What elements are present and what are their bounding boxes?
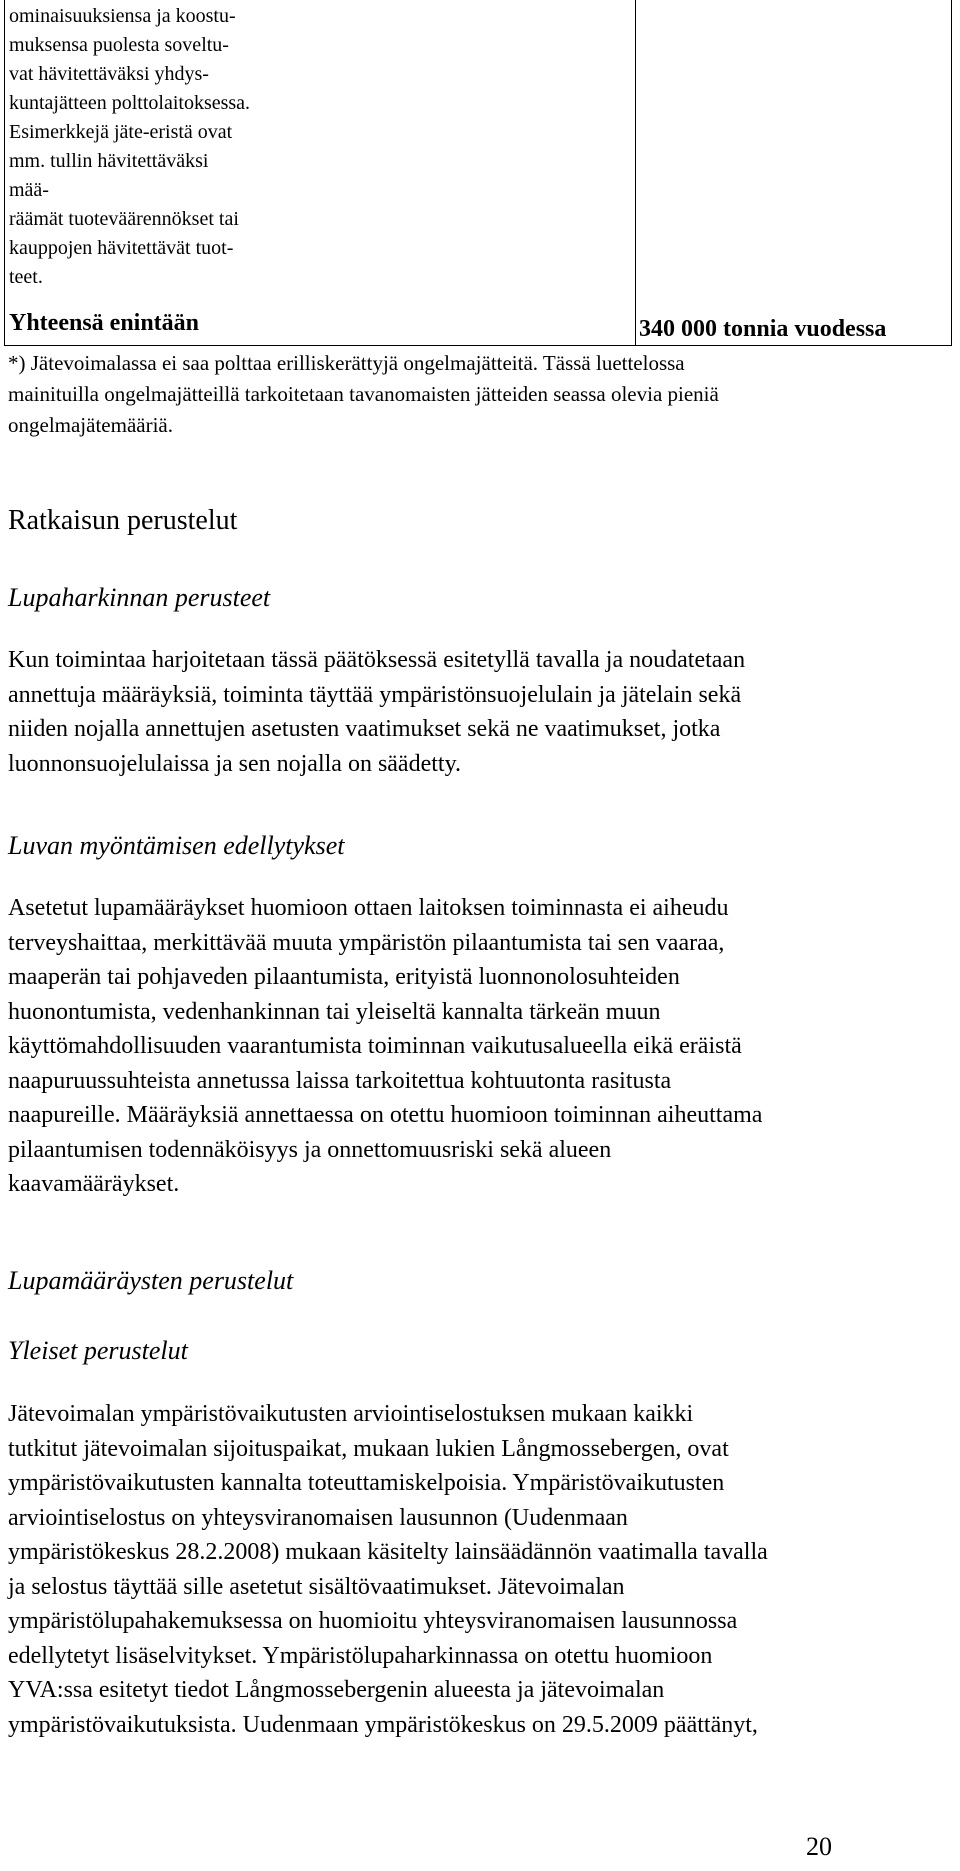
paragraph-line: naapureille. Määräyksiä annettaessa on otettu huomioon toiminnan aiheuttama <box>8 1102 763 1128</box>
table-cell-line: teet. <box>9 266 43 288</box>
table-cell-line: mää- <box>9 179 49 201</box>
table-total-value: 340 000 tonnia vuodessa <box>639 316 887 342</box>
paragraph-line: ympäristövaikutusten kannalta toteuttamiskelpoisia. Ympäristövaikutusten <box>8 1470 725 1496</box>
paragraph-line: ja selostus täyttää sille asetetut sisältövaatimukset. Jätevoimalan <box>8 1573 625 1600</box>
paragraph-line: YVA:ssa esitetyt tiedot Långmossebergenin alueesta ja jätevoimalan <box>8 1677 665 1703</box>
table-total-label: Yhteensä enintään <box>9 310 200 336</box>
paragraph-line: tutkitut jätevoimalan sijoituspaikat, mukaan lukien Långmossebergen, ovat <box>8 1435 729 1462</box>
table-cell-line: räämät tuoteväärennökset tai <box>9 208 239 230</box>
waste-table <box>4 0 952 346</box>
subheading-lupamaaraysten-perustelut: Lupamääräysten perustelut <box>8 1266 294 1295</box>
table-cell-line: vat hävitettäväksi yhdys- <box>9 63 209 85</box>
subheading-yleiset-perustelut: Yleiset perustelut <box>8 1336 188 1365</box>
paragraph-line: maaperän tai pohjaveden pilaantumista, erityistä luonnonolosuhteiden <box>8 964 680 990</box>
footnote-line: ongelmajätemääriä. <box>8 413 173 437</box>
footnote-line: mainituilla ongelmajätteillä tarkoitetaan tavanomaisten jätteiden seassa olevia pieniä <box>8 382 719 406</box>
paragraph-line: terveyshaittaa, merkittävää muuta ympäristön pilaantumista tai sen vaaraa, <box>8 929 725 956</box>
footnote-line: *) Jätevoimalassa ei saa polttaa erilliskerättyjä ongelmajätteitä. Tässä luettelossa <box>8 351 685 375</box>
table-cell-line: mm. tullin hävitettäväksi <box>9 150 209 172</box>
paragraph-line: käyttömahdollisuuden vaarantumista toiminnan vaikutusalueella eikä eräistä <box>8 1033 742 1059</box>
footnote <box>8 348 948 441</box>
paragraph-line: annettuja määräyksiä, toiminta täyttää ympäristönsuojelulain ja jätelain sekä <box>8 681 742 708</box>
paragraph-line: Jätevoimalan ympäristövaikutusten arviointiselostuksen mukaan kaikki <box>8 1401 694 1427</box>
paragraph-line: Kun toimintaa harjoitetaan tässä päätöksessä esitetyllä tavalla ja noudatetaan <box>8 647 746 673</box>
paragraph-line: kaavamääräykset. <box>8 1171 180 1197</box>
paragraph-line: ympäristölupahakemuksessa on huomioitu yhteysviranomaisen lausunnossa <box>8 1608 738 1634</box>
paragraph-luvan-myontamisen-edellytykset <box>8 891 956 1202</box>
table-cell-line: Esimerkkejä jäte-eristä ovat <box>9 121 233 143</box>
subheading-lupaharkinnan-perusteet: Lupaharkinnan perusteet <box>8 583 271 612</box>
paragraph-line: Asetetut lupamääräykset huomioon ottaen laitoksen toiminnasta ei aiheudu <box>8 895 729 921</box>
paragraph-line: pilaantumisen todennäköisyys ja onnettomuusriski sekä alueen <box>8 1136 612 1163</box>
paragraph-line: huonontumista, vedenhankinnan tai yleiseltä kannalta tärkeän muun <box>8 998 661 1025</box>
table-left-cell <box>9 2 629 292</box>
paragraph-line: niiden nojalla annettujen asetusten vaatimukset sekä ne vaatimukset, jotka <box>8 716 721 742</box>
table-cell-line: kauppojen hävitettävät tuot- <box>9 237 234 259</box>
paragraph-lupaharkinnan-perusteet <box>8 643 956 781</box>
paragraph-line: luonnonsuojelulaissa ja sen nojalla on säädetty. <box>8 750 462 777</box>
paragraph-yleiset-perustelut <box>8 1397 956 1742</box>
table-column-divider <box>635 0 636 345</box>
page-number: 20 <box>806 1832 832 1861</box>
table-cell-line: muksensa puolesta soveltu- <box>9 34 229 56</box>
paragraph-line: edellytetyt lisäselvitykset. Ympäristölupaharkinnassa on otettu huomioon <box>8 1642 713 1669</box>
paragraph-line: ympäristövaikutuksista. Uudenmaan ympäristökeskus on 29.5.2009 päättänyt, <box>8 1711 758 1738</box>
table-cell-line: ominaisuuksiensa ja koostu- <box>9 5 236 27</box>
paragraph-line: arviointiselostus on yhteysviranomaisen lausunnon (Uudenmaan <box>8 1504 628 1531</box>
paragraph-line: ympäristökeskus 28.2.2008) mukaan käsitelty lainsäädännön vaatimalla tavalla <box>8 1539 768 1565</box>
table-cell-line: kuntajätteen polttolaitoksessa. <box>9 92 251 114</box>
paragraph-line: naapuruussuhteista annetussa laissa tarkoitettua kohtuutonta rasitusta <box>8 1067 672 1094</box>
section-heading-main: Ratkaisun perustelut <box>8 505 238 536</box>
subheading-luvan-myontamisen-edellytykset: Luvan myöntämisen edellytykset <box>8 831 345 860</box>
